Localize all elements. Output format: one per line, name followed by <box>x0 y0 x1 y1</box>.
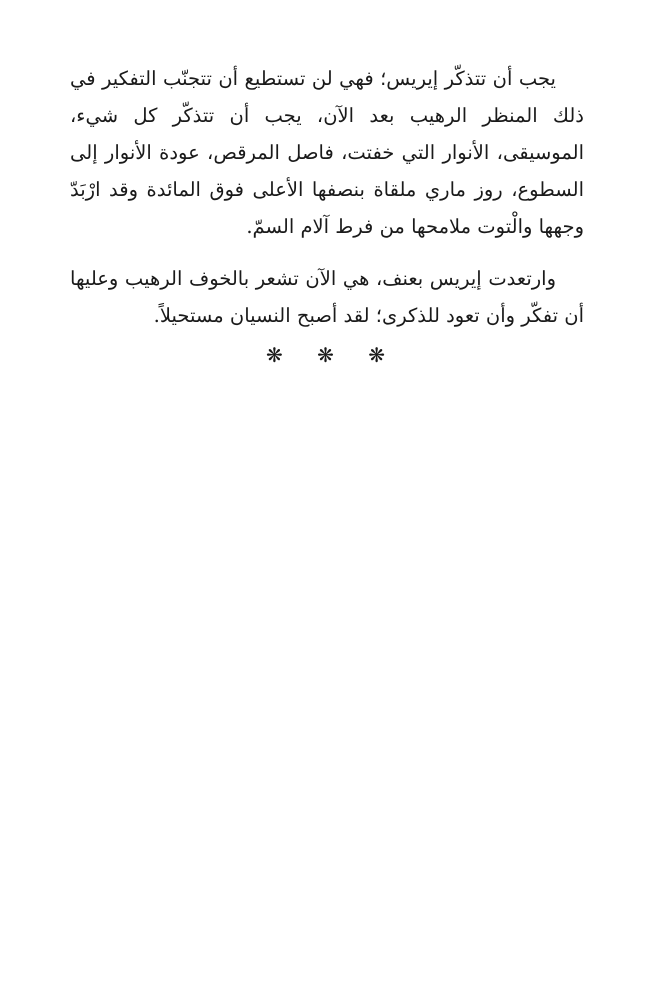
paragraph-2-text: وارتعدت إيريس بعنف، هي الآن تشعر بالخوف الرهيب وعليها أن تفكّر وأن تعود للذكرى؛ لقد أصبح النسيان مستحيلاً. <box>70 267 584 327</box>
section-separator: ❋ ❋ ❋ <box>266 343 399 367</box>
paragraph-2 <box>70 260 584 334</box>
paragraph-1 <box>70 60 584 245</box>
paragraph-1-text: يجب أن تتذكّر إيريس؛ فهي لن تستطيع أن تتجنّب التفكير في ذلك المنظر الرهيب بعد الآن، يجب أن تتذكّر كل شيء، الموسيقى، الأنوار التي خفتت، فاصل المرقص، عودة الأنوار إلى السطوع، روز ماري ملقاة بنصفها الأعلى فوق المائدة وقد ارْبَدّ وجهها والْتوت ملامحها من فرط آلام السمّ. <box>70 67 584 238</box>
